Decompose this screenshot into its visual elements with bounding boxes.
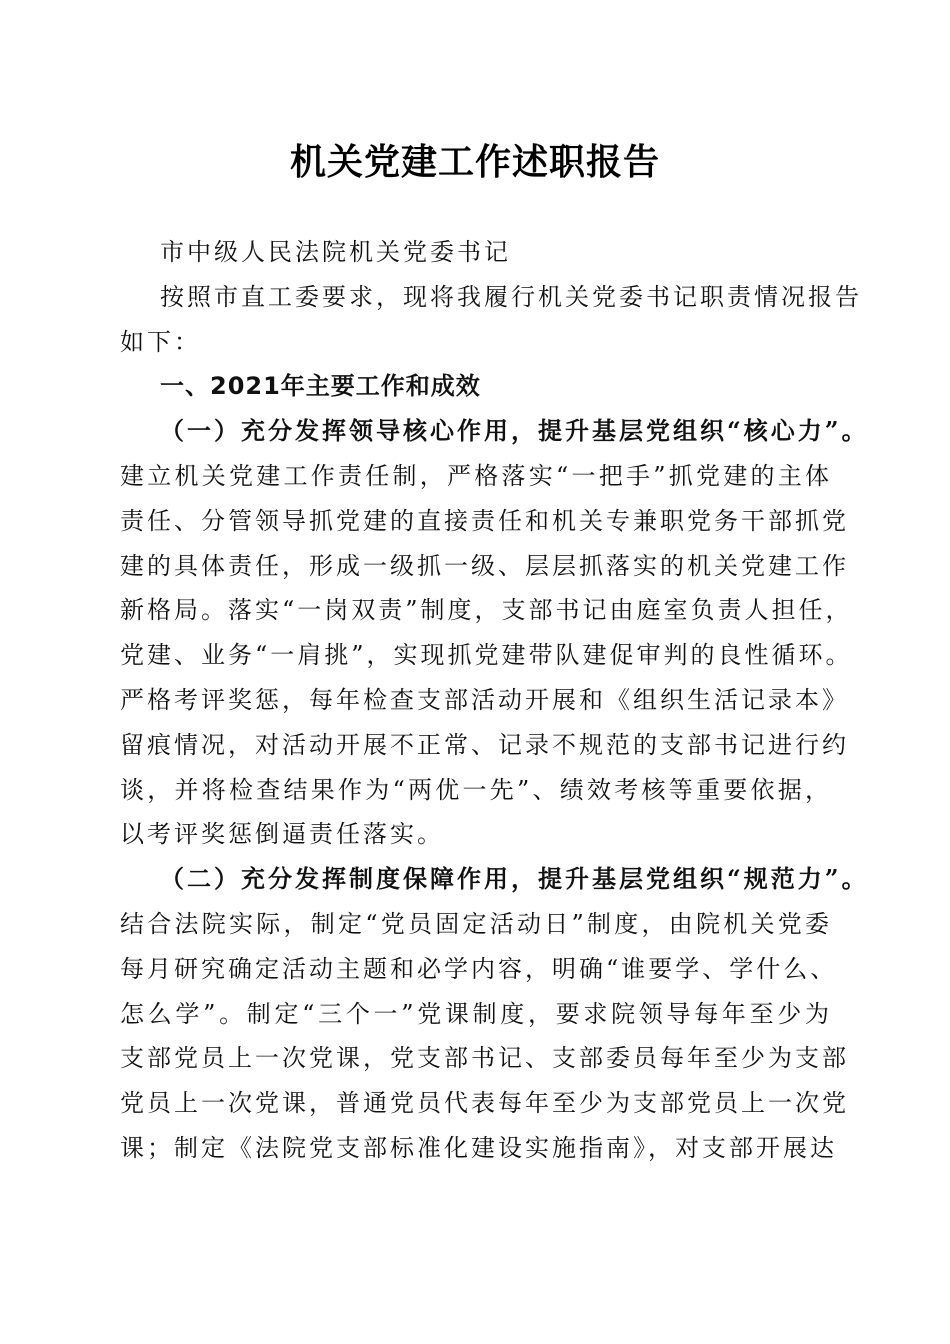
author-line: 市中级人民法院机关党委书记 [160,238,511,266]
paragraph-line: 结合法院实际，制定“党员固定活动日”制度，由院机关党委 [120,909,832,938]
paragraph-line: 怎么学”。制定“三个一”党课制度，要求院领导每年至少为 [120,999,832,1028]
paragraph-line: 每月研究确定活动主题和必学内容，明确“谁要学、学什么、 [120,954,838,983]
paragraph-line: 责任、分管领导抓党建的直接责任和机关专兼职党务干部抓党 [120,506,849,535]
paragraph-line: 谈，并将检查结果作为“两优一先”、绩效考核等重要依据， [120,775,832,804]
paragraph-line: 建立机关党建工作责任制，严格落实“一把手”抓党建的主体 [120,461,832,490]
intro-line: 如下： [120,327,201,356]
paragraph-line: 党建、业务“一肩挑”，实现抓党建带队建促审判的良性循环。 [120,641,853,670]
paragraph-line: 党员上一次党课，普通党员代表每年至少为支部党员上一次党 [120,1089,849,1118]
document-body [120,230,869,1171]
section-heading: 一、2021年主要工作和成效 [160,372,481,401]
intro-line: 按照市直工委要求，现将我履行机关党委书记职责情况报告 [160,282,862,311]
paragraph-line: 以考评奖惩倒逼责任落实。 [120,820,444,849]
paragraph-line: 严格考评奖惩，每年检查支部活动开展和《组织生活记录本》 [120,685,849,714]
subsection-heading: （二）充分发挥制度保障作用，提升基层党组织“规范力”。 [160,864,869,894]
document-title: 机关党建工作述职报告 [289,141,660,183]
subsection-heading: （一）充分发挥领导核心作用，提升基层党组织“核心力”。 [160,416,869,446]
paragraph-line: 支部党员上一次党课，党支部书记、支部委员每年至少为支部 [120,1044,849,1073]
paragraph-line: 课；制定《法院党支部标准化建设实施指南》，对支部开展达 [120,1133,837,1162]
paragraph-line: 新格局。落实“一岗双责”制度，支部书记由庭室负责人担任， [120,596,853,625]
paragraph-line: 建的具体责任，形成一级抓一级、层层抓落实的机关党建工作 [120,551,849,580]
paragraph-line: 留痕情况，对活动开展不正常、记录不规范的支部书记进行约 [120,730,849,759]
